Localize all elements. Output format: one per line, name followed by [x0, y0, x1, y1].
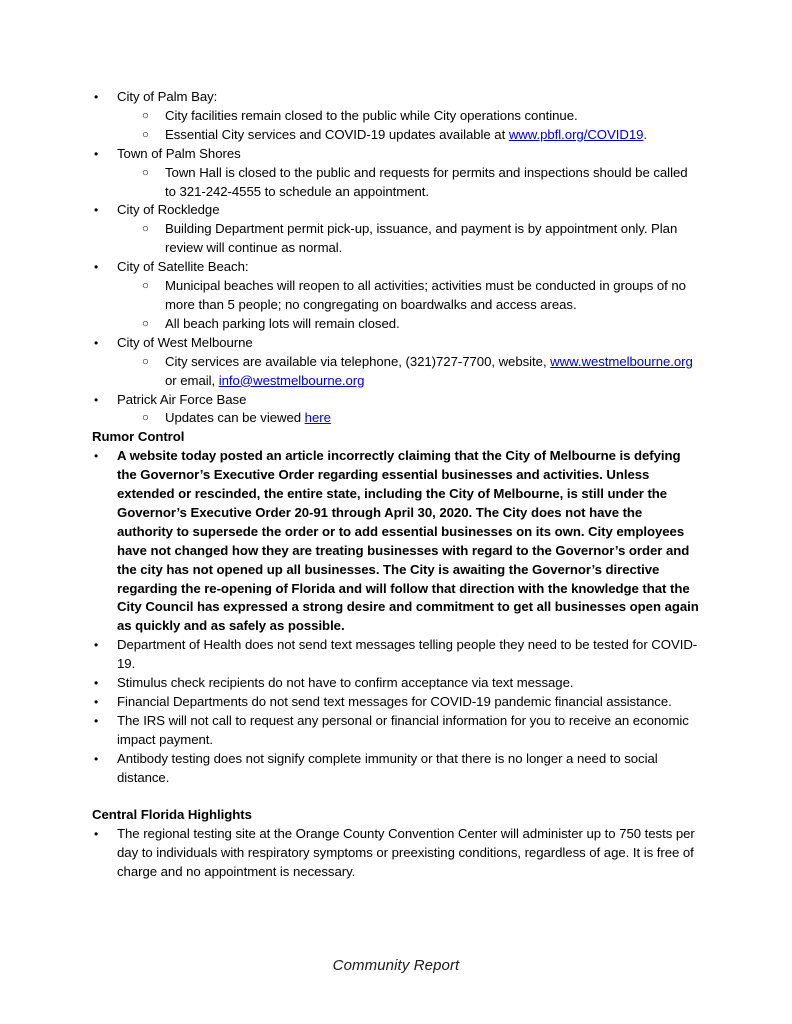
list-item — [92, 712, 700, 750]
heading-label: Rumor Control — [92, 429, 185, 445]
bullet-disc-icon — [94, 636, 98, 655]
list-item — [92, 201, 700, 220]
highlight-statement: The regional testing site at the Orange County Convention Center will administer up to 750 tests per day to individuals with respiratory symptoms or preexisting conditions, regardless of age. It is free of charge and no appointment is necessary. — [117, 826, 695, 880]
list-item — [92, 353, 700, 391]
bullet-disc-icon — [94, 750, 98, 769]
municipality-name: Town of Palm Shores — [117, 145, 241, 161]
rumor-control-statement: Stimulus check recipients do not have to confirm acceptance via text message. — [117, 675, 574, 691]
list-item — [92, 409, 700, 428]
list-item — [92, 220, 700, 258]
bullet-circle-icon — [142, 315, 149, 334]
bullet-disc-icon — [94, 825, 98, 844]
paragraph-spacer — [92, 788, 700, 807]
heading-label: Central Florida Highlights — [92, 807, 252, 823]
list-item — [92, 447, 700, 636]
municipality-detail: Town Hall is closed to the public and requests for permits and inspections should be called to 321-242-4555 to schedule an appointment. — [165, 164, 688, 199]
bullet-disc-icon — [94, 88, 98, 107]
rumor-control-statement: Department of Health does not send text messages telling people they need to be tested for COVID-19. — [117, 637, 698, 672]
bullet-disc-icon — [94, 201, 98, 220]
municipality-detail — [165, 409, 700, 428]
rumor-control-statement: Antibody testing does not signify complete immunity or that there is no longer a need to social distance. — [117, 750, 658, 785]
section-heading-rumor-control — [92, 428, 700, 447]
bullet-disc-icon — [94, 145, 98, 164]
rumor-control-statement: Financial Departments do not send text messages for COVID-19 pandemic financial assistance. — [117, 694, 672, 709]
list-item — [92, 315, 700, 334]
bullet-disc-icon — [94, 258, 98, 277]
document-body — [92, 88, 700, 882]
detail-text-pre: City services are available via telephone, (321)727-7700, website, — [165, 353, 551, 369]
municipality-name: Patrick Air Force Base — [117, 391, 247, 407]
municipality-detail: Municipal beaches will reopen to all activities; activities must be conducted in groups of no more than 5 people; no congregating on boardwalks and access areas. — [165, 278, 686, 312]
detail-text-mid: or email, — [165, 372, 219, 388]
list-item — [92, 107, 700, 126]
detail-text-pre: Essential City services and COVID-19 updates available at — [165, 126, 509, 142]
municipality-detail: Building Department permit pick-up, issuance, and payment is by appointment only. Plan review will continue as normal. — [165, 221, 678, 256]
list-item — [92, 334, 700, 353]
list-item — [92, 126, 700, 145]
link-palm-bay-covid[interactable]: www.pbfl.org/COVID19 — [508, 126, 644, 142]
bullet-circle-icon — [142, 107, 149, 126]
list-item — [92, 88, 700, 107]
municipality-name: City of Rockledge — [117, 202, 220, 218]
list-item — [92, 636, 700, 674]
section-heading-central-florida-highlights — [92, 806, 700, 825]
list-item — [92, 277, 700, 315]
bullet-circle-icon — [142, 409, 149, 428]
link-west-melbourne-email[interactable]: info@westmelbourne.org — [218, 372, 365, 388]
bullet-disc-icon — [94, 447, 98, 466]
municipality-detail — [165, 126, 700, 145]
bullet-circle-icon — [142, 353, 149, 372]
bullet-disc-icon — [94, 693, 98, 712]
municipality-name: City of West Melbourne — [117, 334, 253, 350]
rumor-control-statement: The IRS will not call to request any personal or financial information for you to receive an economic impact payment. — [117, 712, 689, 747]
bullet-circle-icon — [142, 126, 149, 145]
footer-label: Community Report — [332, 957, 460, 974]
municipality-detail — [165, 353, 700, 391]
list-item — [92, 693, 700, 712]
bullet-circle-icon — [142, 277, 149, 296]
municipality-name: City of Satellite Beach: — [117, 259, 249, 275]
detail-text-pre: Updates can be viewed — [165, 410, 305, 426]
bullet-disc-icon — [94, 674, 98, 693]
municipality-detail: City facilities remain closed to the public while City operations continue. — [165, 107, 578, 123]
bullet-disc-icon — [94, 334, 98, 353]
bullet-circle-icon — [142, 220, 149, 239]
list-item — [92, 391, 700, 410]
link-patrick-afb-updates[interactable]: here — [304, 410, 331, 426]
bullet-circle-icon — [142, 164, 149, 183]
list-item — [92, 145, 700, 164]
link-west-melbourne-website[interactable]: www.westmelbourne.org — [550, 353, 693, 369]
rumor-control-statement: A website today posted an article incorrectly claiming that the City of Melbourne is defying the Governor’s Executive Order regarding essential businesses and activities. Unless extended or rescinded, the entire state, including the City of Melbourne, is still under the Governor’s Executive Order 20-91 through April 30, 2020. The City does not have the authority to supersede the order or to add essential businesses on its own. City employees have not changed how they are treating businesses with regard to the Governor’s order and the city has not opened up all businesses. The City is awaiting the Governor’s directive regarding the re-opening of Florida and will follow that direction with the knowledge that the City Council has expressed a strong desire and commitment to get all businesses open again as quickly and as safely as possible. — [117, 448, 699, 634]
detail-text-post: . — [643, 126, 648, 142]
list-item — [92, 164, 700, 202]
list-item — [92, 825, 700, 882]
list-item — [92, 750, 700, 788]
municipality-detail: All beach parking lots will remain closed. — [165, 315, 400, 331]
bullet-disc-icon — [94, 391, 98, 410]
municipality-name: City of Palm Bay: — [117, 89, 218, 104]
bullet-disc-icon — [94, 712, 98, 731]
list-item — [92, 258, 700, 277]
page-footer — [0, 957, 792, 974]
list-item — [92, 674, 700, 693]
